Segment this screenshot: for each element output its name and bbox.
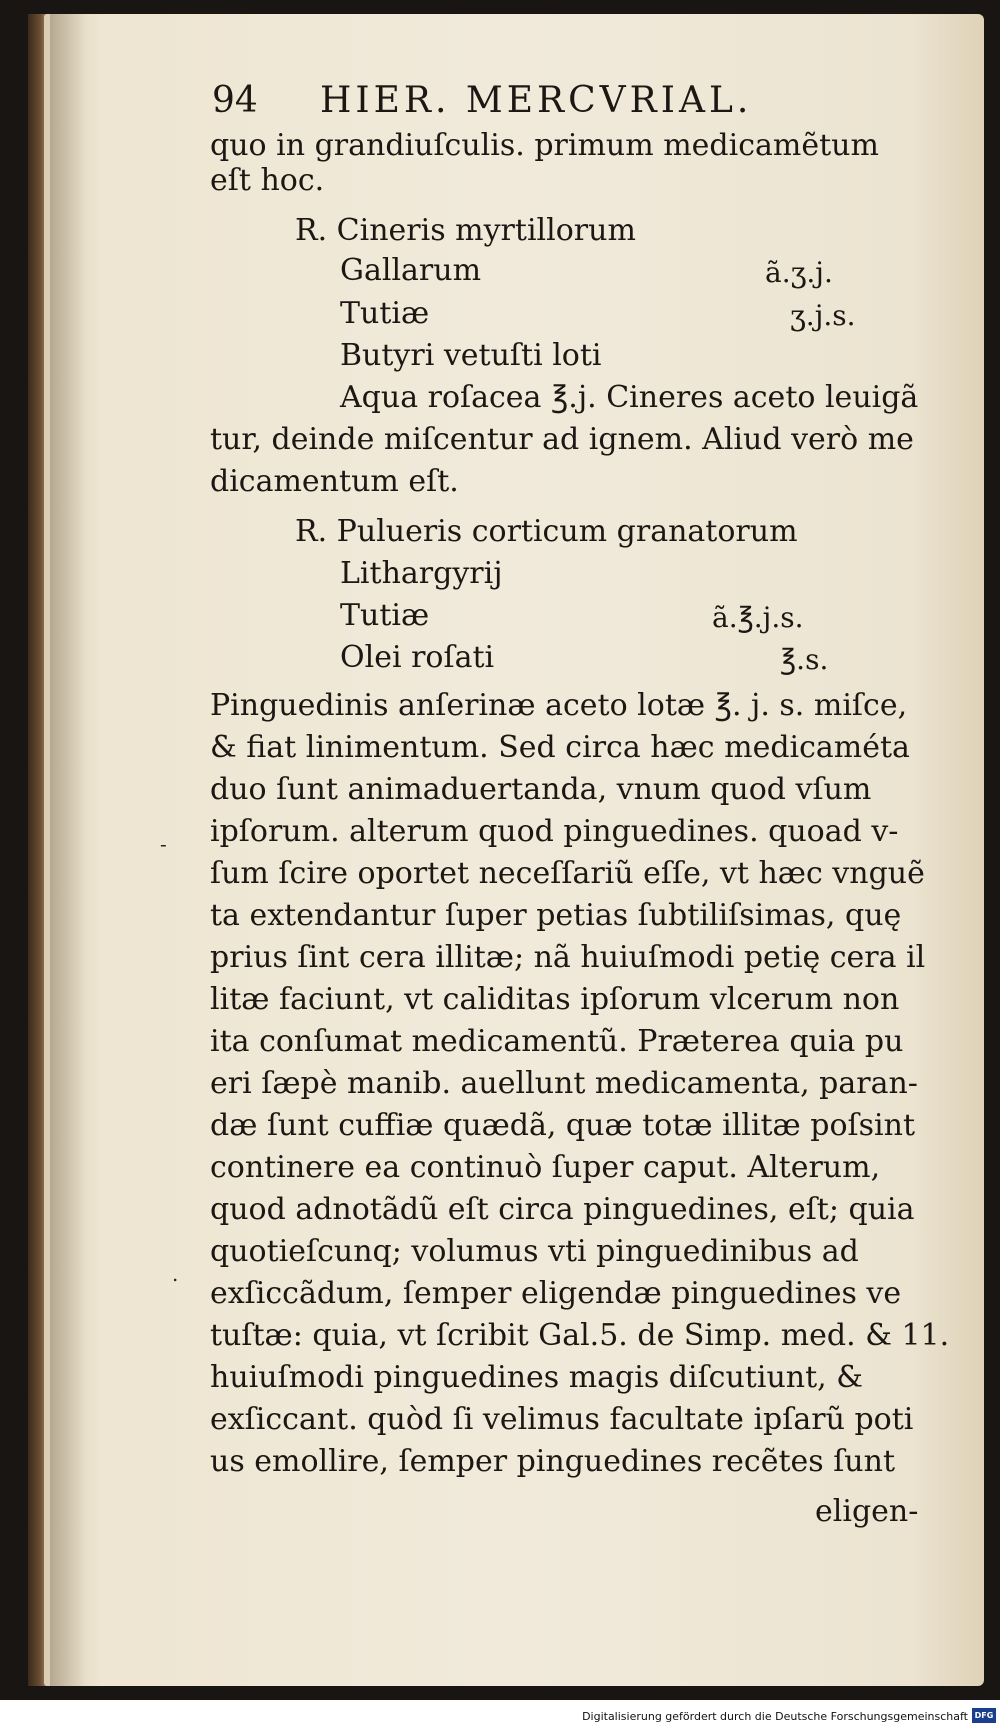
text-line-9: dicamentum eſt. (210, 464, 459, 499)
text-line-19: ta extendantur ſuper petias ſubtiliſsimas, quę (210, 898, 902, 933)
recipe-2-dose-olei: ℥.s. (780, 643, 829, 676)
margin-dot: . (172, 1262, 179, 1286)
recipe-1-dose-tutiae: ʒ.j.s. (790, 299, 856, 332)
recipe-1-dose-gallarum: ã.ʒ.j. (765, 256, 833, 289)
text-line-14: Pinguedinis anſerinæ aceto lotæ ℥. j. s. miſce, (210, 688, 908, 723)
text-line-8: tur, deinde miſcentur ad ignem. Aliud verò me (210, 422, 914, 457)
recipe-1-item-butyri: Butyri vetuſti loti (340, 338, 602, 373)
running-title: HIER. MERCVRIAL. (320, 80, 753, 121)
text-line-7: Aqua roſacea ℥.j. Cineres aceto leuigã (340, 380, 919, 415)
recipe-2-item-olei: Olei roſati (340, 640, 495, 675)
digitization-credit: Digitalisierung gefördert durch die Deutsche Forschungsgemeinschaft (582, 1710, 968, 1723)
text-line-17: ipſorum. alterum quod pinguedines. quoad v- (210, 814, 899, 849)
recipe-2-dose-tutiae: ã.℥.j.s. (712, 601, 804, 634)
text-line-24: dæ ſunt cuffiæ quædã, quæ totæ illitæ poſsint (210, 1108, 915, 1143)
text-line-15: & fiat linimentum. Sed circa hæc medicaméta (210, 730, 910, 765)
text-line-32: us emollire, ſemper pinguedines recẽtes ſunt (210, 1444, 896, 1479)
text-line-1: quo in grandiuſculis. primum medicamẽtum (210, 128, 879, 163)
recipe-1-title: R. Cineris myrtillorum (295, 213, 636, 248)
recipe-1-item-tutiae: Tutiæ (340, 296, 430, 331)
text-line-27: quotieſcunq; volumus vti pinguedinibus ad (210, 1234, 859, 1269)
dfg-logo-icon: DFG (972, 1708, 996, 1723)
spine-shadow (50, 14, 86, 1686)
text-line-21: litæ faciunt, vt caliditas ipſorum vlcerum non (210, 982, 900, 1017)
recipe-2-title: R. Pulueris corticum granatorum (295, 514, 798, 549)
text-line-29: tuſtæ: quia, vt ſcribit Gal.5. de Simp. med. & 11. (210, 1318, 950, 1353)
margin-mark: - (160, 832, 167, 856)
text-line-2: eſt hoc. (210, 163, 325, 198)
text-line-22: ita conſumat medicamentũ. Præterea quia pu (210, 1024, 904, 1059)
text-line-30: huiuſmodi pinguedines magis diſcutiunt, & (210, 1360, 863, 1395)
recipe-1-item-gallarum: Gallarum (340, 253, 482, 288)
text-line-23: eri ſæpè manib. auellunt medicamenta, paran- (210, 1066, 918, 1101)
text-line-18: ſum ſcire oportet neceſſariũ eſſe, vt hæc vnguẽ (210, 856, 925, 891)
recipe-2-item-tutiae: Tutiæ (340, 598, 430, 633)
recipe-2-item-lithargyrij: Lithargyrij (340, 556, 503, 591)
catchword: eligen- (815, 1494, 919, 1529)
text-line-31: exſiccant. quòd ſi velimus facultate ipſarũ poti (210, 1402, 914, 1437)
text-line-28: exſiccãdum, ſemper eligendæ pinguedines ve (210, 1276, 902, 1311)
text-line-20: prius ſint cera illitæ; nã huiuſmodi petię cera il (210, 940, 926, 975)
text-line-16: duo ſunt animaduertanda, vnum quod vſum (210, 772, 872, 807)
page-number: 94 (212, 80, 258, 121)
text-line-25: continere ea continuò ſuper caput. Alterum, (210, 1150, 881, 1185)
text-line-26: quod adnotãdũ eſt circa pinguedines, eſt; quia (210, 1192, 915, 1227)
